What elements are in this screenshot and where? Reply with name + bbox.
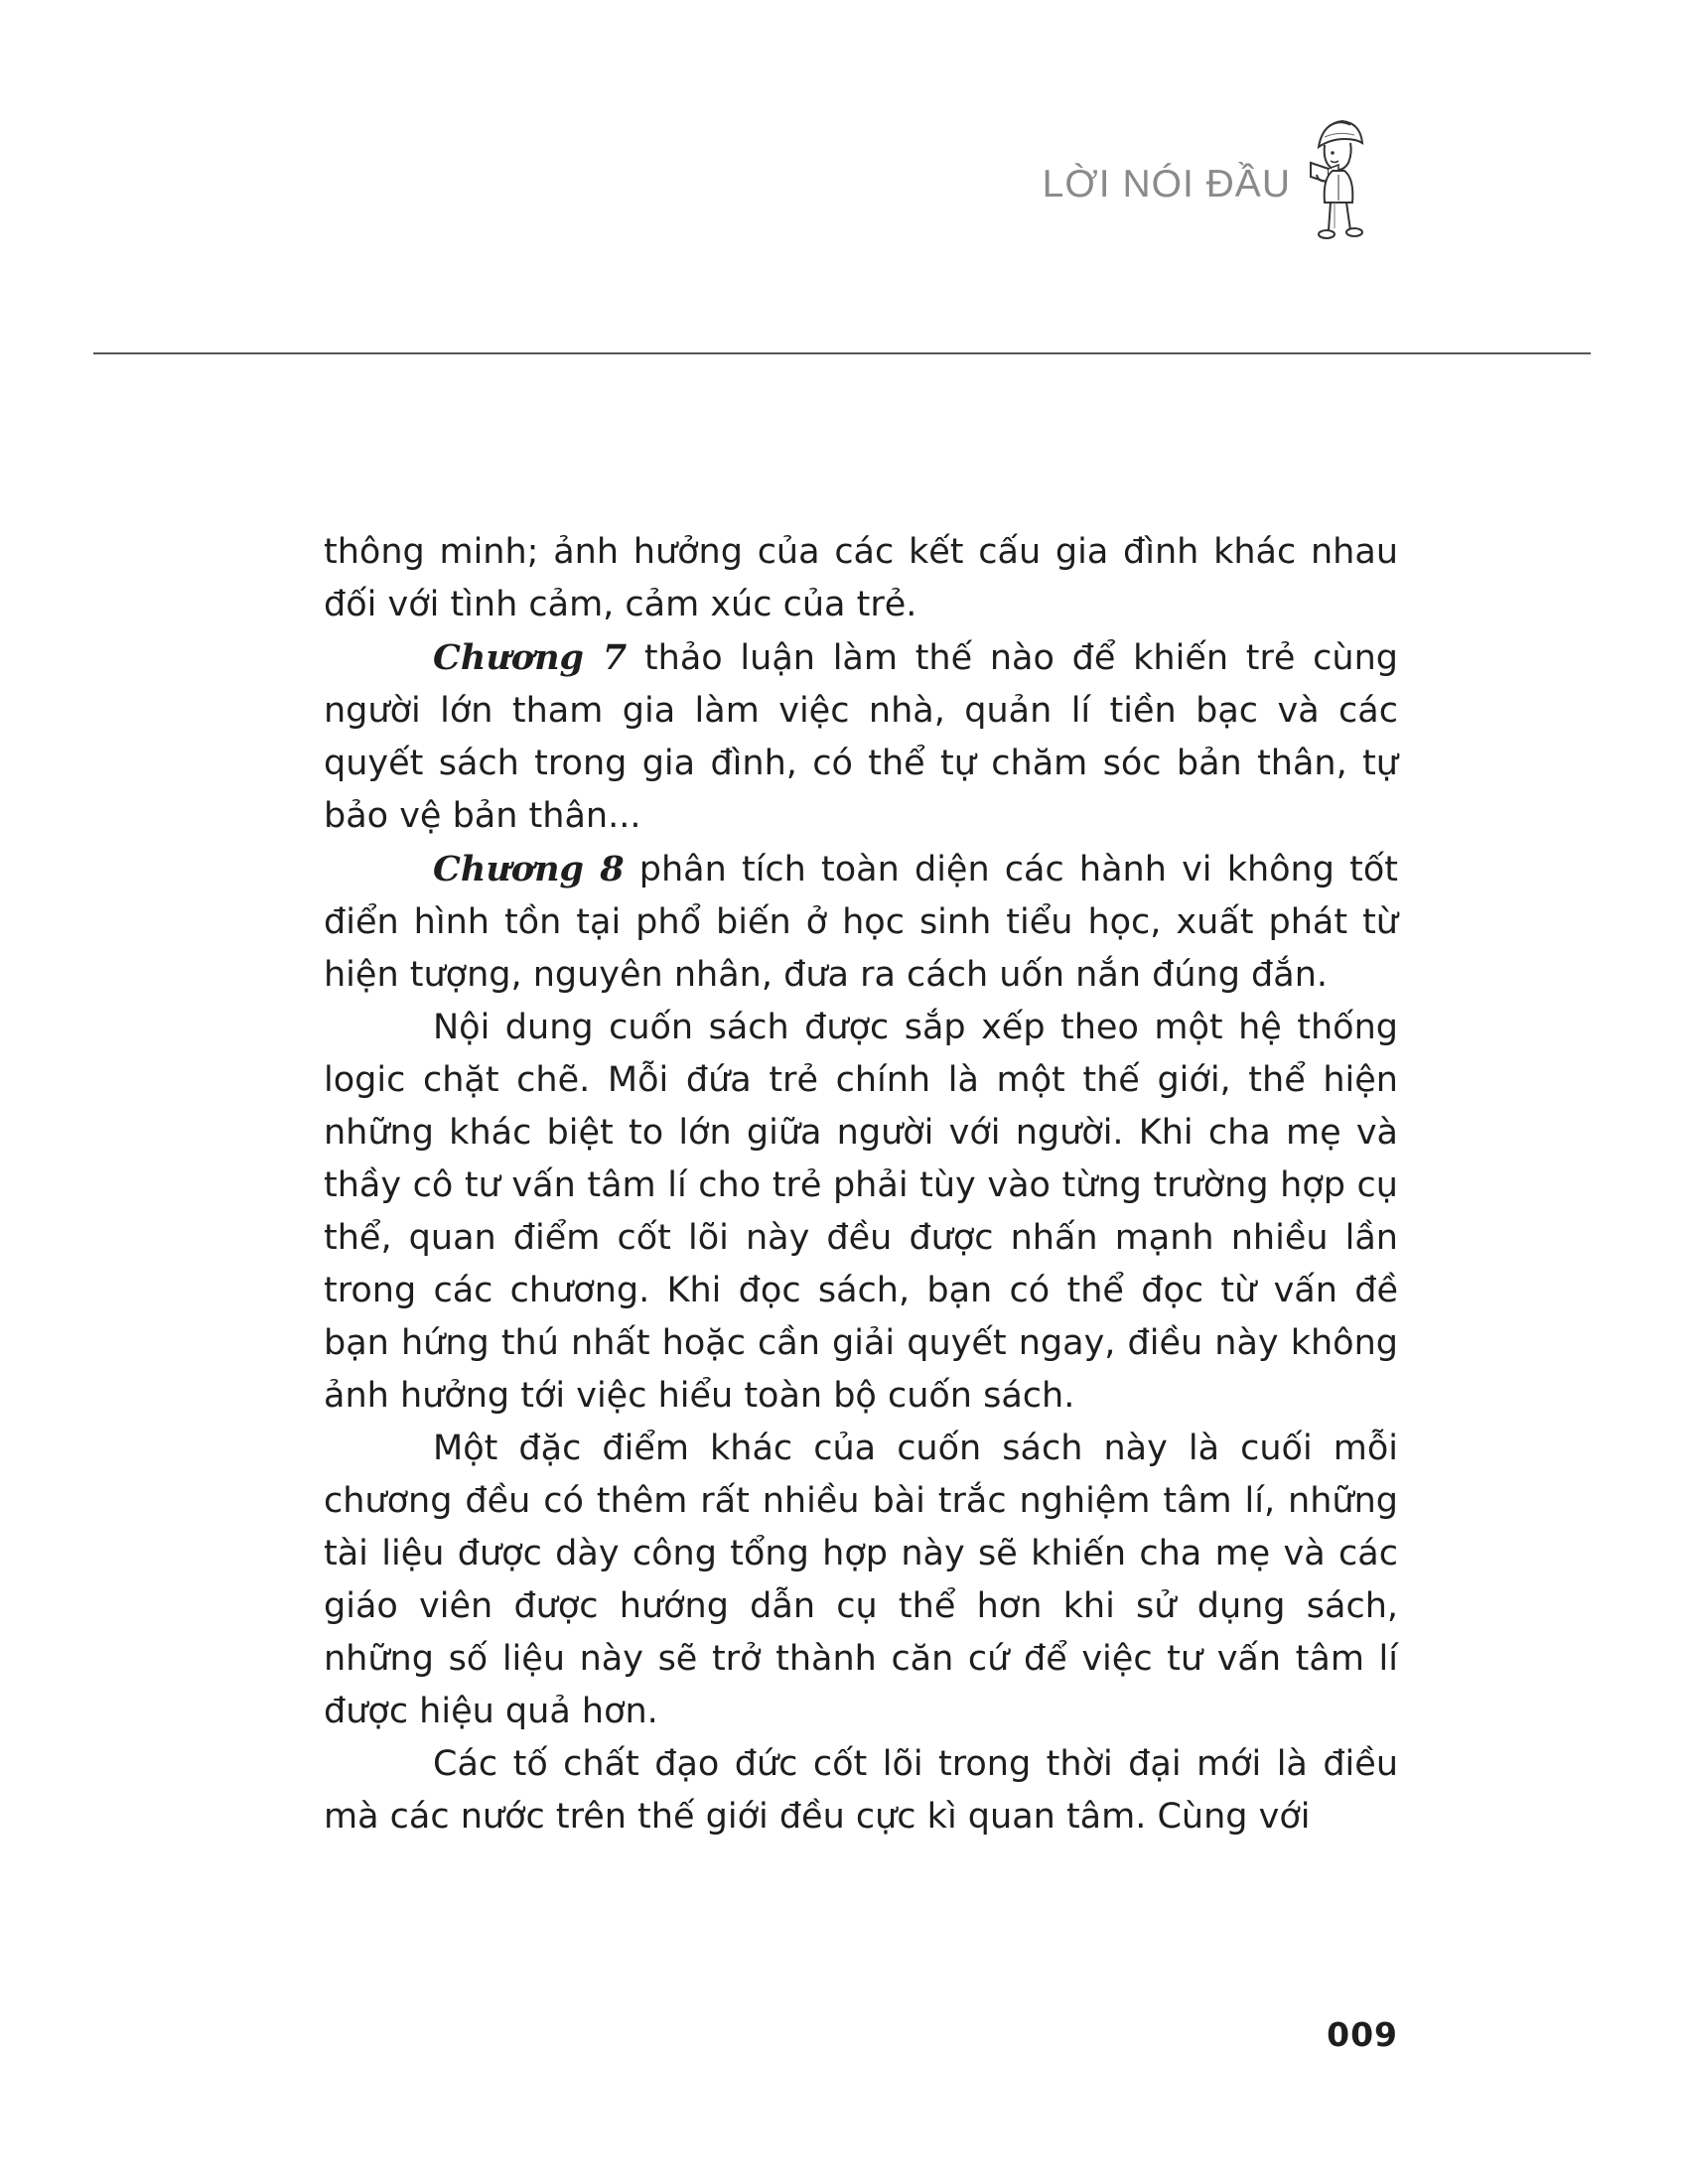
paragraph-book-structure: Nội dung cuốn sách được sắp xếp theo một hệ thống logic chặt chẽ. Mỗi đứa trẻ chính là một thế giới, thể hiện những khác biệt to lớn giữa người với người. Khi cha mẹ và thầy cô tư vấn tâm lí cho trẻ phải tùy vào từng trường hợp cụ thể, quan điểm cốt lõi này đều được nhấn mạnh nhiều lần trong các chương. Khi đọc sách, bạn có thể đọc từ vấn đề bạn hứng thú nhất hoặc cần giải quyết ngay, điều này không ảnh hưởng tới việc hiểu toàn bộ cuốn sách. xyxy=(324,1008,1398,1416)
paragraph-continuation: thông minh; ảnh hưởng của các kết cấu gia đình khác nhau đối với tình cảm, cảm xúc của trẻ. xyxy=(324,532,1398,624)
chapter-8-label: Chương 8 xyxy=(433,849,625,889)
paragraph-psych-tests: Một đặc điểm khác của cuốn sách này là cuối mỗi chương đều có thêm rất nhiều bài trắc nghiệm tâm lí, những tài liệu được dày công tổng hợp này sẽ khiến cha mẹ và các giáo viên được hướng dẫn cụ thể hơn khi sử dụng sách, những số liệu này sẽ trở thành căn cứ để việc tư vấn tâm lí được hiệu quả hơn. xyxy=(324,1429,1398,1731)
body-text xyxy=(324,526,1398,1843)
child-reading-book-illustration xyxy=(1309,117,1368,248)
header-divider xyxy=(93,352,1591,354)
chapter-7-label: Chương 7 xyxy=(433,637,628,678)
paragraph-chapter-7 xyxy=(324,631,1398,843)
chapter-8-text: phân tích toàn diện các hành vi không tốt điển hình tồn tại phổ biến ở học sinh tiểu học, xuất phát từ hiện tượng, nguyên nhân, đưa ra cách uốn nắn đúng đắn. xyxy=(324,850,1398,995)
paragraph-chapter-8 xyxy=(324,843,1398,1002)
page-number: 009 xyxy=(1327,2015,1398,2054)
paragraph-moral-qualities: Các tố chất đạo đức cốt lõi trong thời đại mới là điều mà các nước trên thế giới đều cực kì quan tâm. Cùng với xyxy=(324,1744,1398,1837)
chapter-7-text: thảo luận làm thế nào để khiến trẻ cùng người lớn tham gia làm việc nhà, quản lí tiền bạc và các quyết sách trong gia đình, có thể tự chăm sóc bản thân, tự bảo vệ bản thân... xyxy=(324,638,1398,836)
running-header-title: LỜI NÓI ĐẦU xyxy=(1042,163,1291,205)
